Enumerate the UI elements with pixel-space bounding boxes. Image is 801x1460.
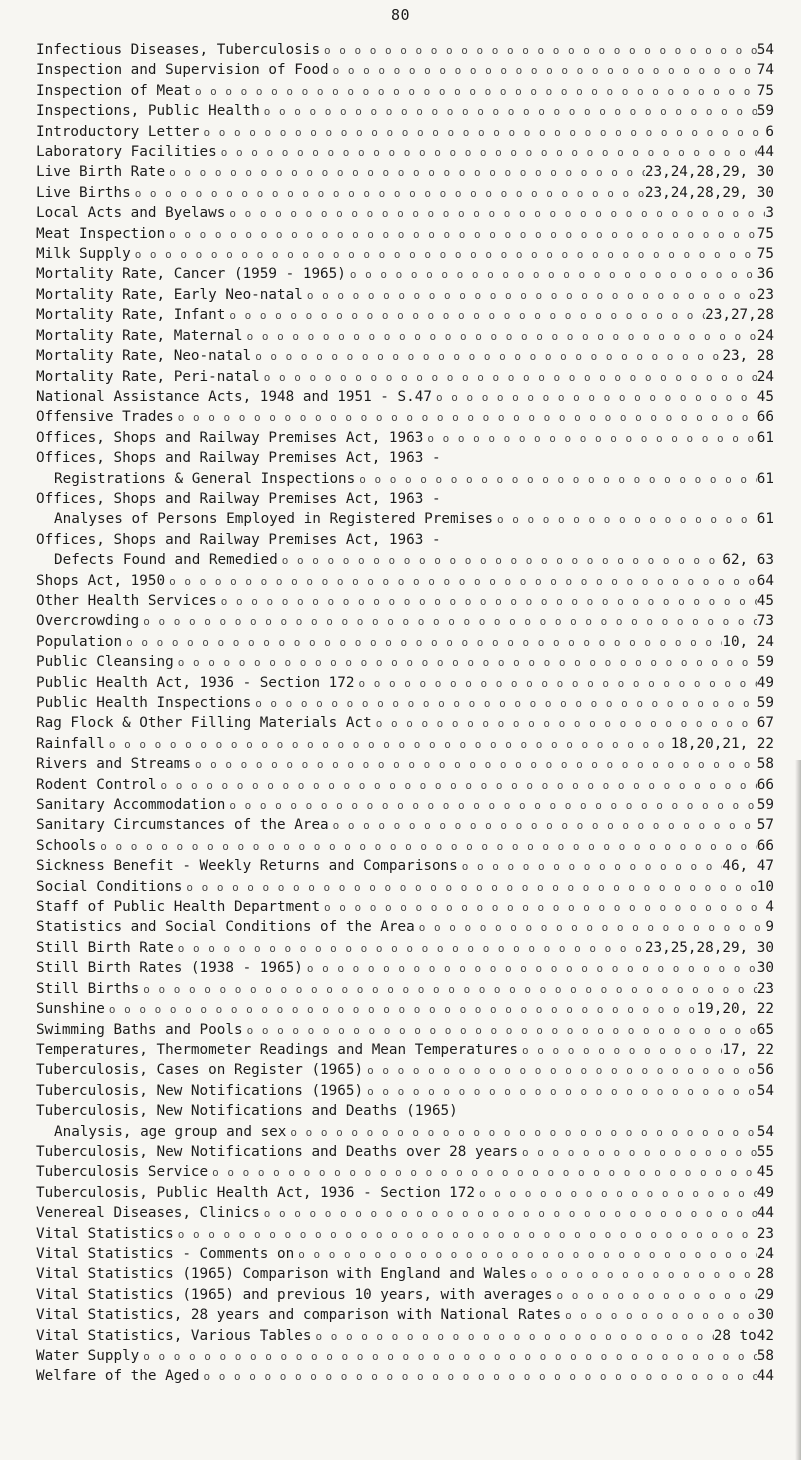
index-entry-pages: 58 <box>756 1348 774 1364</box>
index-entry <box>36 224 774 244</box>
index-entry-pages: 56 <box>756 1062 774 1079</box>
index-entry <box>36 285 774 305</box>
index-entry <box>36 530 774 550</box>
dot-leader <box>174 1225 757 1244</box>
index-entry-pages: 57 <box>756 817 774 834</box>
dot-leader <box>225 306 705 325</box>
index-entry-pages: 30 <box>756 960 774 977</box>
index-entry-pages: 45 <box>756 592 774 609</box>
index-entry-pages: 24 <box>756 368 774 385</box>
index-entry <box>36 877 774 897</box>
dot-leader <box>346 265 757 284</box>
index-entry-label: Mortality Rate, Peri-natal <box>36 368 260 385</box>
dot-leader <box>191 82 757 101</box>
index-entry-pages: 75 <box>756 246 774 263</box>
index-entry-label: Social Conditions <box>36 878 183 895</box>
index-entry <box>36 1203 774 1223</box>
index-entry-label: Mortality Rate, Neo-natal <box>36 348 252 365</box>
index-entry-label: Sunshine <box>36 1001 105 1018</box>
dot-leader <box>165 572 757 591</box>
index-entry-pages: 59 <box>756 654 774 671</box>
index-entry-label: Still Births <box>36 980 140 997</box>
dot-leader <box>527 1265 757 1284</box>
index-entry-pages: 54 <box>756 42 774 58</box>
index-entry <box>36 346 774 366</box>
dot-leader <box>157 776 757 795</box>
index-entry-pages: 58 <box>756 756 774 773</box>
dot-leader <box>174 653 757 672</box>
dot-leader <box>225 796 756 815</box>
dot-leader <box>251 694 757 713</box>
index-entry <box>36 632 774 652</box>
index-entry <box>36 1264 774 1284</box>
dot-leader <box>354 674 756 693</box>
index-entry-pages: 23,24,28,29, 30 <box>644 184 774 201</box>
index-entry <box>36 1346 774 1366</box>
index-entry-label: Tuberculosis, New Notifications and Deaths (1965) <box>36 1103 458 1120</box>
index-entry-pages: 45 <box>756 1164 774 1181</box>
dot-leader <box>372 714 757 733</box>
index-entry-label: Water Supply <box>36 1348 140 1364</box>
index-entry-pages: 28 to42 <box>713 1327 774 1344</box>
index-entry-label: Tuberculosis, Cases on Register (1965) <box>36 1062 364 1079</box>
dot-leader <box>355 470 757 489</box>
dot-leader <box>165 225 757 244</box>
dot-leader <box>303 286 757 305</box>
index-entry-label: Offices, Shops and Railway Premises Act, 1963 - <box>36 490 441 507</box>
dot-leader <box>260 1204 757 1223</box>
index-entry-label: Venereal Diseases, Clinics <box>36 1205 260 1222</box>
index-entry <box>36 815 774 835</box>
index-entry-label: Tuberculosis, New Notifications (1965) <box>36 1082 364 1099</box>
dot-leader <box>131 184 645 203</box>
dot-leader <box>217 143 757 162</box>
index-entry-label: Shops Act, 1950 <box>36 572 166 589</box>
index-entry <box>36 264 774 284</box>
dot-leader <box>518 1041 722 1060</box>
dot-leader <box>294 1245 757 1264</box>
dot-leader <box>191 755 757 774</box>
dot-leader <box>286 1123 756 1142</box>
index-entry-label: Vital Statistics (1965) and previous 10 years, with averages <box>36 1286 553 1303</box>
index-entry <box>36 571 774 591</box>
index-entry <box>36 1183 774 1203</box>
index-entry-pages: 66 <box>756 776 774 793</box>
index-entry-pages: 24 <box>756 1245 774 1262</box>
index-entry-pages: 59 <box>756 695 774 711</box>
dot-leader <box>139 1347 756 1366</box>
index-entry-pages: 3 <box>765 205 774 222</box>
index-entry-pages: 23,24,28,29, 30 <box>644 164 774 181</box>
dot-leader <box>217 592 757 611</box>
index-entry <box>36 1142 774 1162</box>
index-entry <box>36 183 774 203</box>
index-entry <box>36 713 774 733</box>
index-entry <box>36 60 774 80</box>
index-entry-label: National Assistance Acts, 1948 and 1951 - S.47 <box>36 388 432 405</box>
index-entry-label: Rivers and Streams <box>36 756 191 773</box>
index-entry-pages: 46, 47 <box>722 858 774 875</box>
index-entry <box>36 611 774 631</box>
index-entry-label: Vital Statistics - Comments on <box>36 1245 295 1262</box>
index-entry-pages: 62, 63 <box>722 552 774 569</box>
index-entry <box>36 958 774 978</box>
index-entry-label: Public Health Inspections <box>36 695 252 711</box>
index-entry <box>36 673 774 693</box>
index-entry-label: Population <box>36 633 123 650</box>
index-entry-label: Offices, Shops and Railway Premises Act, 1963 <box>36 429 424 446</box>
index-entry-label: Laboratory Facilities <box>36 144 217 161</box>
index-entry-label: Mortality Rate, Maternal <box>36 327 243 344</box>
index-entry <box>36 1040 774 1060</box>
index-entry-label: Inspection of Meat <box>36 82 191 99</box>
index-entry <box>36 387 774 407</box>
index-entry-label: Vital Statistics (1965) Comparison with England and Wales <box>36 1266 527 1283</box>
index-entry <box>36 509 774 529</box>
index-entry-label: Sanitary Circumstances of the Area <box>36 817 329 834</box>
dot-leader <box>432 388 757 407</box>
dot-leader <box>139 980 756 999</box>
index-entry-label: Still Birth Rate <box>36 939 174 956</box>
dot-leader <box>458 857 723 876</box>
index-entry-pages: 44 <box>756 1368 774 1385</box>
index-entry <box>36 795 774 815</box>
index-entry-label: Sickness Benefit - Weekly Returns and Comparisons <box>36 858 458 875</box>
dot-leader <box>423 429 756 448</box>
index-entry-pages: 59 <box>756 103 774 120</box>
index-entry <box>36 917 774 937</box>
index-entry-label: Sanitary Accommodation <box>36 797 226 814</box>
index-entry <box>36 367 774 387</box>
dot-leader <box>363 1061 757 1080</box>
index-entry-label: Welfare of the Aged <box>36 1368 200 1385</box>
index-entry-pages: 49 <box>756 674 774 691</box>
index-entry <box>36 1101 774 1121</box>
index-entry-pages: 23 <box>756 980 774 997</box>
index-entry-pages: 66 <box>756 837 774 854</box>
index-entry-label: Public Health Act, 1936 - Section 172 <box>36 674 355 691</box>
index-entry-label: Infectious Diseases, Tuberculosis <box>36 42 321 58</box>
index-entry <box>36 1081 774 1101</box>
index-entry <box>36 489 774 509</box>
dot-leader <box>260 102 757 121</box>
index-entry-pages: 30 <box>756 1307 774 1324</box>
dot-leader <box>243 327 757 346</box>
index-entry-label: Registrations & General Inspections <box>54 470 356 487</box>
index-entry <box>36 122 774 142</box>
dot-leader <box>415 918 766 937</box>
index-entry <box>36 775 774 795</box>
index-entry-label: Live Birth Rate <box>36 164 166 181</box>
index-entry <box>36 1326 774 1346</box>
index-entry <box>36 550 774 570</box>
index-entry-label: Offensive Trades <box>36 409 174 426</box>
index-entry-label: Tuberculosis, New Notifications and Deaths over 28 years <box>36 1143 519 1160</box>
index-entry-pages: 23,25,28,29, 30 <box>644 939 774 956</box>
dot-leader <box>105 1000 697 1019</box>
dot-leader <box>278 551 723 570</box>
index-entry <box>36 591 774 611</box>
index-entry <box>36 1060 774 1080</box>
index-entry-pages: 49 <box>756 1184 774 1201</box>
index-entry-label: Inspection and Supervision of Food <box>36 62 329 79</box>
index-entry <box>36 693 774 713</box>
index-entry-label: Overcrowding <box>36 613 140 630</box>
index-entry-pages: 54 <box>756 1082 774 1099</box>
dot-leader <box>243 1021 757 1040</box>
index-entry-label: Mortality Rate, Infant <box>36 307 226 324</box>
dot-leader <box>251 347 722 366</box>
index-entry <box>36 1020 774 1040</box>
index-entry-label: Inspections, Public Health <box>36 103 260 120</box>
dot-leader <box>303 959 757 978</box>
index-entry-label: Statistics and Social Conditions of the Area <box>36 919 415 936</box>
index-entry <box>36 1366 774 1386</box>
index-entry-pages: 61 <box>756 429 774 446</box>
dot-leader <box>561 1306 757 1325</box>
index-entry-label: Rodent Control <box>36 776 157 793</box>
index-entry-pages: 9 <box>765 919 774 936</box>
index-entry-pages: 65 <box>756 1021 774 1038</box>
index-entry-pages: 6 <box>765 123 774 140</box>
index-entry <box>36 754 774 774</box>
index-entry-pages: 73 <box>756 613 774 630</box>
index-entry <box>36 40 774 60</box>
index-entry-pages: 54 <box>756 1123 774 1140</box>
index-entry <box>36 856 774 876</box>
index-entry-label: Vital Statistics, 28 years and comparison with National Rates <box>36 1307 562 1324</box>
index-entry-pages: 23,27,28 <box>705 307 774 324</box>
index-entry <box>36 836 774 856</box>
index-entry <box>36 1122 774 1142</box>
scan-shadow <box>795 760 801 1460</box>
index-entry-label: Offices, Shops and Railway Premises Act, 1963 - <box>36 531 441 548</box>
index-entry-pages: 23 <box>756 1225 774 1242</box>
index-entry <box>36 469 774 489</box>
dot-leader <box>131 245 757 264</box>
index-entry <box>36 1244 774 1264</box>
index-entry <box>36 162 774 182</box>
index-entry-label: Rag Flock & Other Filling Materials Act <box>36 715 372 732</box>
dot-leader <box>182 878 756 897</box>
index-entry <box>36 734 774 754</box>
index-entry-label: Introductory Letter <box>36 123 200 140</box>
index-entry-pages: 44 <box>756 1205 774 1222</box>
index-entry-pages: 74 <box>756 62 774 79</box>
dot-leader <box>165 163 645 182</box>
dot-leader <box>174 408 757 427</box>
dot-leader <box>260 368 757 387</box>
index-entry <box>36 897 774 917</box>
index-entry-label: Offices, Shops and Railway Premises Act, 1963 - <box>36 450 441 467</box>
index-entry-pages: 18,20,21, 22 <box>670 735 774 752</box>
index-list <box>36 40 774 1387</box>
index-entry-label: Defects Found and Remedied <box>54 552 278 569</box>
index-entry-label: Analysis, age group and sex <box>54 1123 287 1140</box>
index-entry-pages: 29 <box>756 1286 774 1303</box>
dot-leader <box>200 123 766 142</box>
index-entry-label: Other Health Services <box>36 592 217 609</box>
index-entry <box>36 979 774 999</box>
index-entry <box>36 1224 774 1244</box>
index-entry-label: Meat Inspection <box>36 225 166 242</box>
index-entry-pages: 66 <box>756 409 774 426</box>
index-entry <box>36 1305 774 1325</box>
dot-leader <box>320 41 757 60</box>
index-entry <box>36 1285 774 1305</box>
index-entry-pages: 59 <box>756 797 774 814</box>
index-entry-label: Analyses of Persons Employed in Registered Premises <box>54 511 493 528</box>
index-entry-label: Still Birth Rates (1938 - 1965) <box>36 960 303 977</box>
index-entry-pages: 75 <box>756 82 774 99</box>
index-entry-label: Mortality Rate, Cancer (1959 - 1965) <box>36 266 346 283</box>
index-entry-pages: 10 <box>756 878 774 895</box>
index-entry-pages: 44 <box>756 144 774 161</box>
index-entry <box>36 938 774 958</box>
index-entry <box>36 244 774 264</box>
dot-leader <box>493 510 757 529</box>
index-entry-pages: 24 <box>756 327 774 344</box>
dot-leader <box>122 633 722 652</box>
index-entry <box>36 652 774 672</box>
index-entry-pages: 55 <box>756 1143 774 1160</box>
dot-leader <box>320 898 765 917</box>
index-entry-label: Local Acts and Byelaws <box>36 205 226 222</box>
index-entry-pages: 19,20, 22 <box>696 1001 774 1018</box>
index-entry-pages: 17, 22 <box>722 1041 774 1058</box>
index-entry-pages: 4 <box>765 899 774 916</box>
dot-leader <box>363 1082 757 1101</box>
dot-leader <box>329 61 757 80</box>
index-entry <box>36 448 774 468</box>
index-entry-pages: 23 <box>756 286 774 303</box>
index-entry-pages: 61 <box>756 470 774 487</box>
index-entry-label: Milk Supply <box>36 246 131 263</box>
index-entry <box>36 81 774 101</box>
index-entry <box>36 428 774 448</box>
index-entry-label: Schools <box>36 837 97 854</box>
index-entry-pages: 64 <box>756 572 774 589</box>
index-entry <box>36 101 774 121</box>
index-entry <box>36 999 774 1019</box>
index-entry <box>36 203 774 223</box>
index-entry-label: Live Births <box>36 184 131 201</box>
index-entry-pages: 75 <box>756 225 774 242</box>
dot-leader <box>518 1143 757 1162</box>
dot-leader <box>200 1367 757 1386</box>
dot-leader <box>208 1163 757 1182</box>
index-entry <box>36 407 774 427</box>
dot-leader <box>174 939 645 958</box>
index-entry-pages: 45 <box>756 388 774 405</box>
index-entry-pages: 67 <box>756 715 774 732</box>
dot-leader <box>96 837 757 856</box>
dot-leader <box>225 204 765 223</box>
index-entry-label: Temperatures, Thermometer Readings and Mean Temperatures <box>36 1041 519 1058</box>
index-entry-label: Staff of Public Health Department <box>36 899 321 916</box>
index-entry <box>36 1162 774 1182</box>
index-entry-pages: 28 <box>756 1266 774 1283</box>
dot-leader <box>552 1286 756 1305</box>
index-entry-label: Mortality Rate, Early Neo-natal <box>36 286 303 303</box>
index-entry-label: Rainfall <box>36 735 105 752</box>
dot-leader <box>105 735 671 754</box>
index-entry-label: Tuberculosis, Public Health Act, 1936 - Section 172 <box>36 1184 475 1201</box>
index-entry-pages: 10, 24 <box>722 633 774 650</box>
index-entry-label: Swimming Baths and Pools <box>36 1021 243 1038</box>
dot-leader <box>329 816 757 835</box>
index-entry <box>36 305 774 325</box>
page-number: 80 <box>390 6 411 24</box>
index-entry-pages: 61 <box>756 511 774 528</box>
index-entry-pages: 23, 28 <box>722 348 774 365</box>
dot-leader <box>139 612 756 631</box>
index-entry-label: Vital Statistics <box>36 1225 174 1242</box>
dot-leader <box>311 1327 713 1346</box>
dot-leader <box>475 1184 757 1203</box>
index-entry-pages: 36 <box>756 266 774 283</box>
index-entry-label: Tuberculosis Service <box>36 1164 209 1181</box>
index-entry-label: Public Cleansing <box>36 654 174 671</box>
index-entry-label: Vital Statistics, Various Tables <box>36 1327 312 1344</box>
index-entry <box>36 142 774 162</box>
index-entry <box>36 326 774 346</box>
